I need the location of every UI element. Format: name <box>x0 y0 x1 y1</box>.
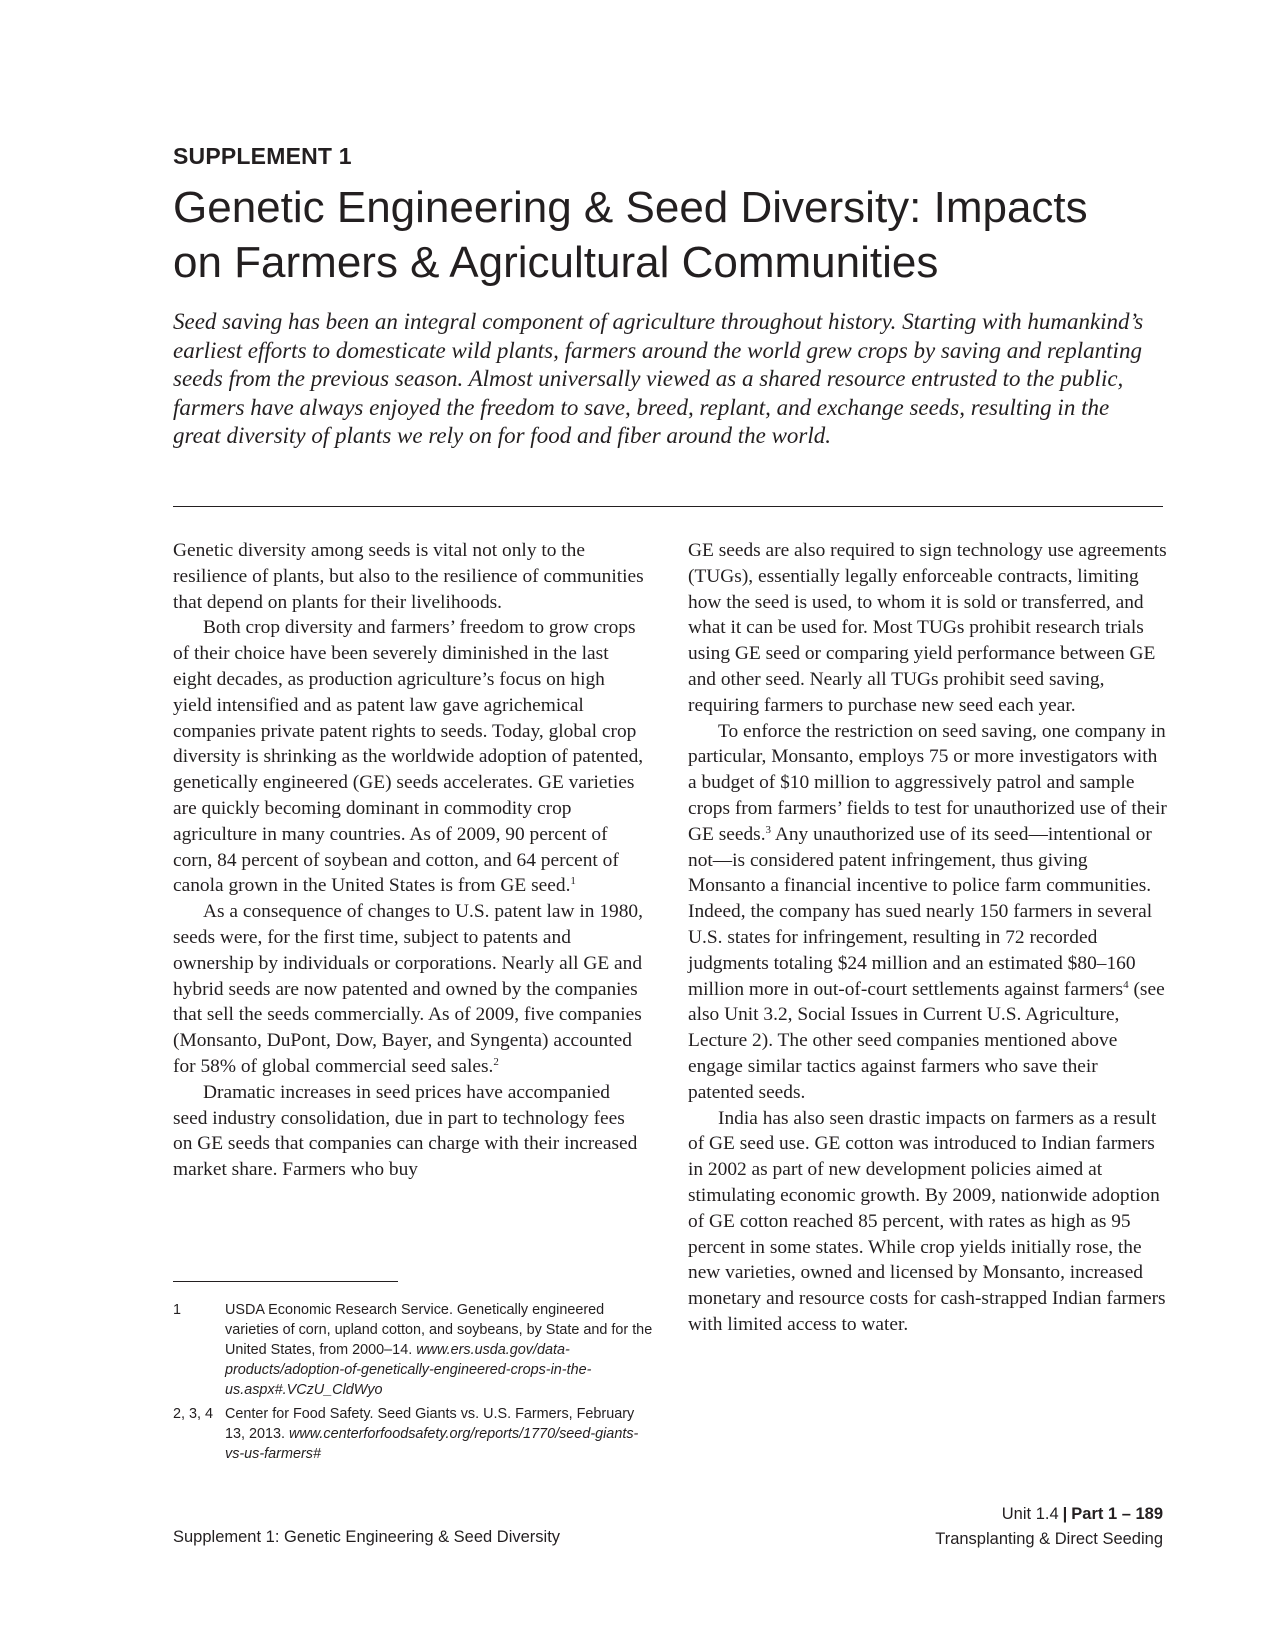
footer-page-info <box>935 1502 1163 1552</box>
footnote-citation: Center for Food Safety. Seed Giants vs. U.S. Farmers, February 13, 2013. <box>225 1406 635 1442</box>
intro-paragraph: Seed saving has been an integral component of agriculture throughout history. Starting with humankind’s earliest efforts to domesticate wild plants, farmers around the world grew crops by saving and replanting seeds from the previous season. Almost universally viewed as a shared resource entrusted to the public, farmers have always enjoyed the freedom to save, breed, replant, and exchange seeds, resulting in the great diversity of plants we rely on for food and fiber around the world. <box>173 309 1144 448</box>
footnote-citation: USDA Economic Research Service. Genetically engineered varieties of corn, upland cotton, and soybeans, by State and for the United States, from 2000–14. <box>225 1302 653 1358</box>
footnote-text <box>225 1300 653 1400</box>
footer-section: Transplanting & Direct Seeding <box>935 1530 1163 1548</box>
supplement-label: SUPPLEMENT 1 <box>173 143 352 169</box>
footer-unit: Unit 1.4 <box>1001 1505 1059 1523</box>
body-paragraph: Genetic diversity among seeds is vital not only to the resilience of plants, but also to the resilience of communities that depend on plants for their livelihoods. <box>173 540 644 613</box>
footnote-item <box>173 1300 653 1400</box>
paragraph-text: To enforce the restriction on seed saving, one company in particular, Monsanto, employs 75 or more investigators with a budget of $10 million to aggressively patrol and sample crops from farmers’ fields to test for unauthorized use of their GE seeds. <box>688 720 1167 845</box>
footnote-link[interactable]: www.centerforfoodsafety.org/reports/1770/seed-giants-vs-us-farmers# <box>225 1426 639 1462</box>
paragraph-text: Both crop diversity and farmers’ freedom to grow crops of their choice have been severely diminished in the last eight decades, as production agriculture’s focus on high yield intensified and as patent law gave agrichemical companies private patent rights to seeds. Today, global crop diversity is shrinking as the worldwide adoption of patented, genetically engineered (GE) seeds accelerates. GE varieties are quickly becoming dominant in commodity crop agriculture in many countries. As of 2009, 90 percent of corn, 84 percent of soybean and cotton, and 64 percent of canola grown in the United States is from GE seed. <box>173 617 644 897</box>
paragraph-text: As a consequence of changes to U.S. patent law in 1980, seeds were, for the first time, subject to patents and ownership by individuals or corporations. Nearly all GE and hybrid seeds are now patented and owned by the companies that sell the seeds commercially. As of 2009, five companies (Monsanto, DuPont, Dow, Bayer, and Syngenta) accounted for 58% of global commercial seed sales. <box>173 901 643 1077</box>
footer-unit-line <box>935 1502 1163 1527</box>
footnote-ref[interactable]: 1 <box>570 875 576 888</box>
footer-page-number: Part 1 – 189 <box>1071 1505 1163 1523</box>
body-paragraph <box>173 615 648 899</box>
body-paragraph: India has also seen drastic impacts on farmers as a result of GE seed use. GE cotton was introduced to Indian farmers in 2002 as part of new development policies aimed at stimulating economic growth. By 2009, nationwide adoption of GE cotton reached 85 percent, with rates as high as 95 percent in some states. While crop yields initially rose, the new varieties, owned and licensed by Monsanto, increased monetary and resource costs for cash-strapped Indian farmers with limited access to water. <box>688 1107 1166 1335</box>
footnote-ref[interactable]: 4 <box>1123 978 1129 991</box>
footer-supplement-title: Supplement 1: Genetic Engineering & Seed Diversity <box>173 1528 561 1546</box>
footnote-number: 2, 3, 4 <box>173 1406 214 1422</box>
body-column-left <box>173 538 648 1183</box>
body-paragraph: Dramatic increases in seed prices have accompanied seed industry consolidation, due in part to technology fees on GE seeds that companies can charge with their increased market share. Farmers who buy <box>173 1081 638 1181</box>
body-column-right <box>688 538 1168 1338</box>
footnote-ref[interactable]: 2 <box>493 1055 499 1068</box>
footnote-divider <box>173 1281 398 1282</box>
body-paragraph: GE seeds are also required to sign technology use agreements (TUGs), essentially legally enforceable contracts, limiting how the seed is used, to whom it is sold or transferred, and what it can be used for. Most TUGs prohibit research trials using GE seed or comparing yield performance between GE and other seed. Nearly all TUGs prohibit seed saving, requiring farmers to purchase new seed each year. <box>688 540 1167 716</box>
paragraph-text: Any unauthorized use of its seed—intentional or not—is considered patent infringement, thus giving Monsanto a financial incentive to police farm communities. Indeed, the company has sued nearly 150 farmers in several U.S. states for infringement, resulting in 72 recorded judgments totaling $24 million and an estimated $80–160 million more in out-of-court settlements against farmers <box>688 823 1153 1000</box>
body-paragraph <box>688 719 1168 1106</box>
footnote-number: 1 <box>173 1302 182 1318</box>
footnotes <box>173 1300 653 1468</box>
body-paragraph <box>173 899 648 1080</box>
footer-separator: | <box>1062 1505 1068 1523</box>
footnote-link[interactable]: www.ers.usda.gov/data-products/adoption-of-genetically-engineered-crops-in-the-us.aspx#.VCzU_CldWyo <box>225 1342 592 1398</box>
footnote-ref[interactable]: 3 <box>765 823 772 836</box>
page-title: Genetic Engineering & Seed Diversity: Impacts on Farmers & Agricultural Communities <box>173 183 1088 287</box>
header-divider <box>173 506 1163 507</box>
footnote-text <box>225 1404 653 1464</box>
paragraph-text: (see also Unit 3.2, Social Issues in Current U.S. Agriculture, Lecture 2). The other seed companies mentioned above engage similar tactics against farmers who save their patented seeds. <box>688 978 1165 1103</box>
footnote-item <box>173 1404 653 1464</box>
